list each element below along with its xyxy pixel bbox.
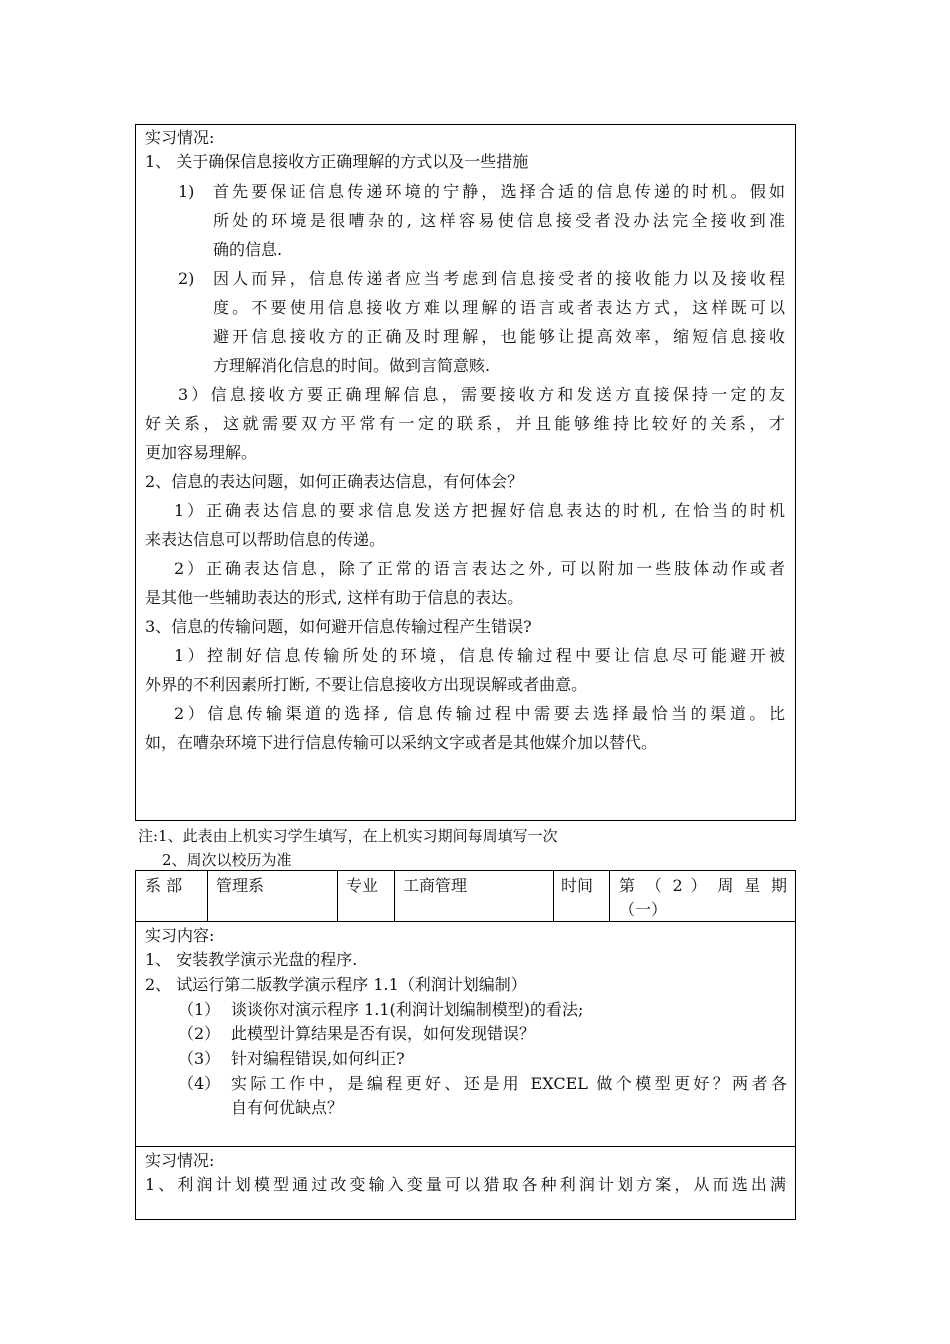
paragraph-line: 2）信息传输渠道的选择, 信息传输过程中需要去选择最恰当的渠道。比 <box>174 704 785 723</box>
col-divider <box>207 871 208 921</box>
paragraph-line: 方理解消化信息的时间。做到言简意赅. <box>213 356 491 375</box>
col-divider <box>609 871 610 921</box>
col-divider <box>553 871 554 921</box>
paragraph-line: 度。不要使用信息接收方难以理解的语言或者表达方式，这样既可以 <box>213 298 785 317</box>
section-heading: 实习情况: <box>145 128 215 147</box>
time-label: 时间 <box>561 876 594 895</box>
major-value: 工商管理 <box>403 876 468 895</box>
paragraph-line: 1）控制好信息传输所处的环境，信息传输过程中要让信息尽可能避开被 <box>174 646 785 665</box>
sub-item-number: （3） <box>178 1049 221 1068</box>
note-line-2: 2、周次以校历为准 <box>162 851 292 869</box>
content-heading: 实习内容: <box>145 926 215 945</box>
paragraph-line: 因人而异，信息传递者应当考虑到信息接受者的接收能力以及接收程 <box>213 269 785 288</box>
major-label: 专业 <box>346 876 379 895</box>
sub-item-text: 实际工作中，是编程更好、还是用 EXCEL 做个模型更好？两者各 <box>231 1074 787 1093</box>
paragraph-line: 首先要保证信息传递环境的宁静，选择合适的信息传递的时机。假如 <box>213 182 785 201</box>
question-2-title: 2、信息的表达问题，如何正确表达信息，有何体会？ <box>145 472 524 491</box>
paragraph-line: 更加容易理解。 <box>145 443 258 462</box>
weekly-record-table <box>135 870 796 1220</box>
sub-item-text-continued: 自有何优缺点？ <box>231 1098 344 1117</box>
item-number: 1) <box>178 182 195 201</box>
sub-item-text: 此模型计算结果是否有误，如何发现错误？ <box>231 1024 536 1043</box>
note-line-1: 注:1、此表由上机实习学生填写，在上机实习期间每周填写一次 <box>138 827 558 845</box>
paragraph-line: 避开信息接收方的正确及时理解，也能够让提高效率，缩短信息接收 <box>213 327 785 346</box>
situation-line: 1、利润计划模型通过改变输入变量可以猎取各种利润计划方案，从而选出满 <box>145 1175 786 1194</box>
paragraph-line: 外界的不利因素所打断, 不要让信息接收方出现误解或者曲意。 <box>145 675 588 694</box>
paragraph-line: 2）正确表达信息，除了正常的语言表达之外, 可以附加一些肢体动作或者 <box>174 559 785 578</box>
question-3-title: 3、信息的传输问题，如何避开信息传输过程产生错误? <box>145 617 532 636</box>
paragraph-line: 好关系，这就需要双方平常有一定的联系，并且能够维持比较好的关系，才 <box>145 414 785 433</box>
col-divider <box>337 871 338 921</box>
time-value-weekday: （一） <box>619 900 668 919</box>
question-1-title: 1、 关于确保信息接收方正确理解的方式以及一些措施 <box>145 152 529 171</box>
time-value: 第 （ 2 ） 周 星 期 <box>619 876 787 895</box>
sub-item-number: （4） <box>178 1074 221 1093</box>
paragraph-line: 所处的环境是很嘈杂的, 这样容易使信息接受者没办法完全接收到准 <box>213 211 785 230</box>
sub-item-text: 针对编程错误,如何纠正? <box>231 1049 405 1068</box>
row-divider <box>136 1146 795 1147</box>
paragraph-line: 确的信息. <box>213 240 283 259</box>
sub-item-text: 谈谈你对演示程序 1.1(利润计划编制模型)的看法; <box>231 1000 584 1019</box>
department-label: 系 部 <box>145 876 183 895</box>
situation-heading: 实习情况: <box>145 1151 215 1170</box>
paragraph-line: 来表达信息可以帮助信息的传递。 <box>145 530 386 549</box>
content-item-1: 1、 安装教学演示光盘的程序. <box>145 950 358 969</box>
item-number: 2) <box>178 269 195 288</box>
sub-item-number: （2） <box>178 1024 221 1043</box>
sub-item-number: （1） <box>178 1000 221 1019</box>
paragraph-line: 是其他一些辅助表达的形式, 这样有助于信息的表达。 <box>145 588 524 607</box>
department-value: 管理系 <box>216 876 265 895</box>
paragraph-line: 如，在嘈杂环境下进行信息传输可以采纳文字或者是其他媒介加以替代。 <box>145 733 658 752</box>
col-divider <box>394 871 395 921</box>
paragraph-line: 1）正确表达信息的要求信息发送方把握好信息表达的时机, 在恰当的时机 <box>174 501 785 520</box>
content-item-2: 2、 试运行第二版教学演示程序 1.1（利润计划编制） <box>145 975 527 994</box>
row-divider <box>136 921 795 922</box>
paragraph-line: 3）信息接收方要正确理解信息，需要接收方和发送方直接保持一定的友 <box>178 385 785 404</box>
